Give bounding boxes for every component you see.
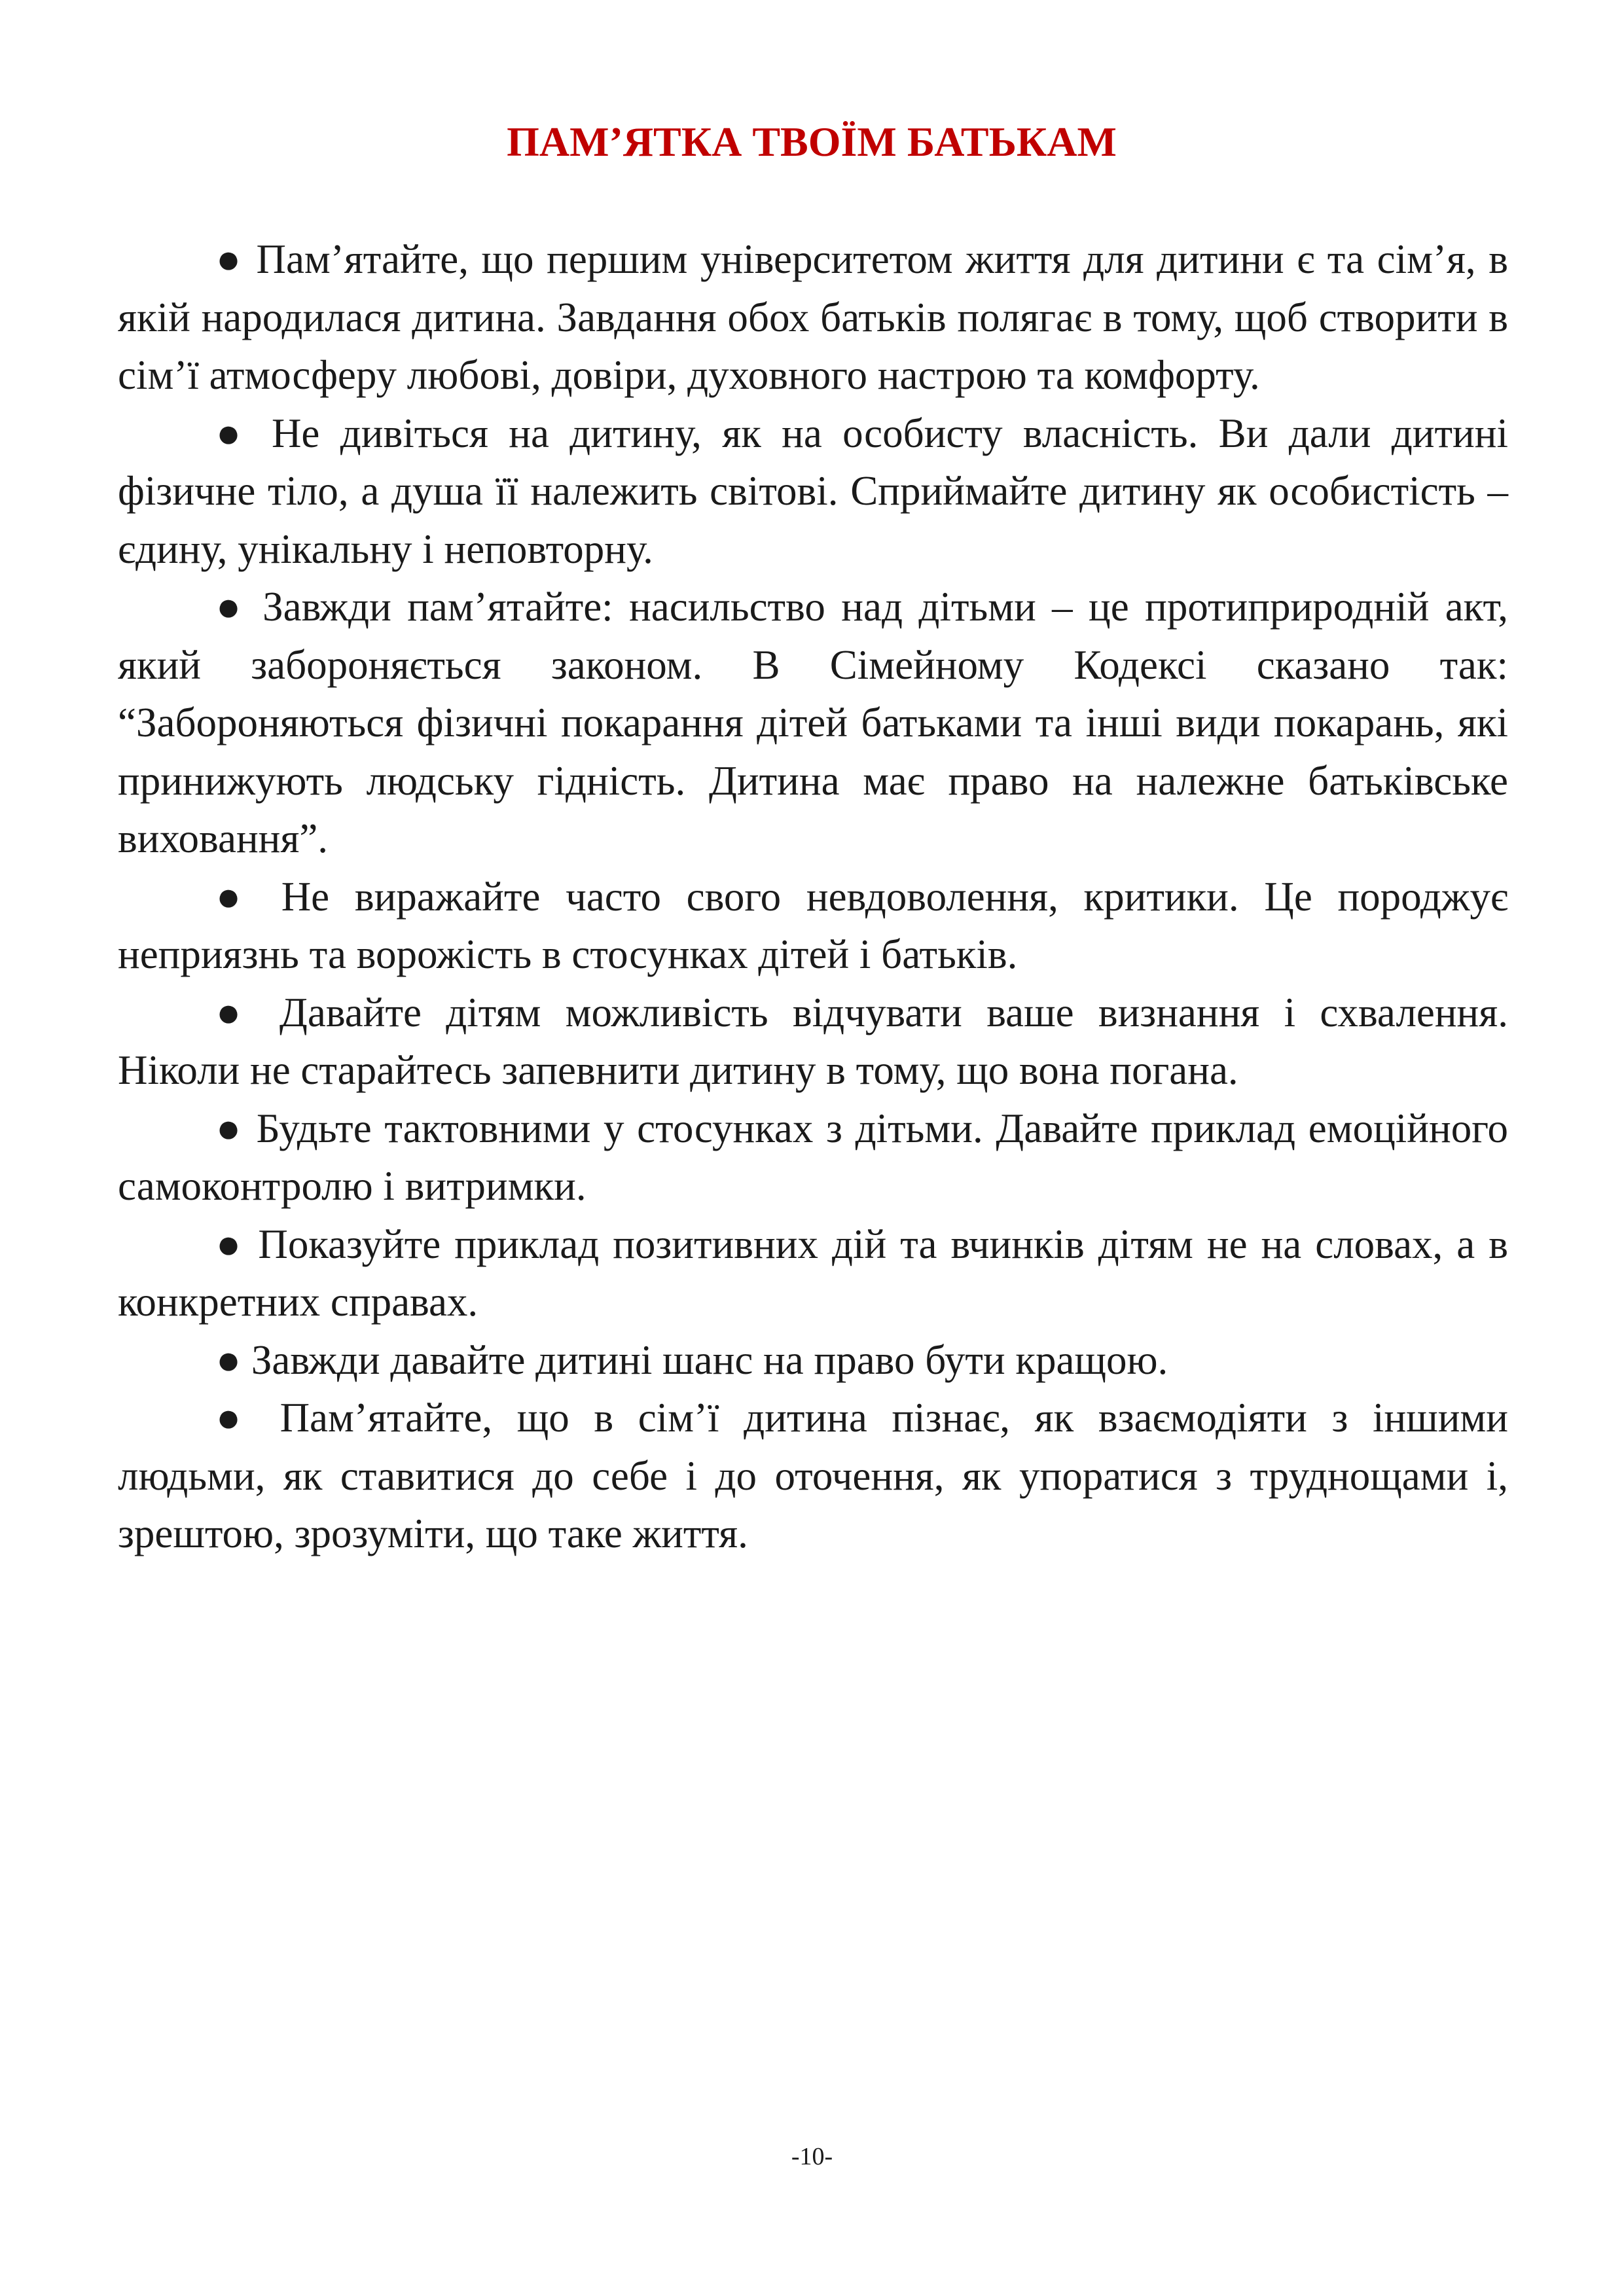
bullet-icon: ● — [216, 1221, 245, 1267]
bullet-icon: ● — [216, 1395, 255, 1441]
memo-paragraph-9 — [118, 1389, 1508, 1563]
memo-paragraph-text: Не дивіться на дитину, як на особисту власність. Ви дали дитині фізичне тіло, а душа її належить світові. Сприймайте дитину як особистість – єдину, унікальну і неповторну. — [118, 410, 1508, 572]
memo-paragraph-5 — [118, 984, 1508, 1100]
memo-paragraph-text: Показуйте приклад позитивних дій та вчинків дітям не на словах, а в конкретних справах. — [118, 1221, 1509, 1325]
memo-paragraph-2 — [118, 404, 1508, 579]
memo-paragraph-7 — [118, 1215, 1508, 1331]
memo-paragraph-text: Завжди пам’ятайте: насильство над дітьми – це протиприродній акт, який забороняється законом. В Сімейному Кодексі сказано так: “Забороняються фізичні покарання дітей батьками та інші види покарань, які принижують людську гідність. Дитина має право на належне батьківське виховання”. — [118, 584, 1509, 861]
bullet-icon: ● — [216, 989, 255, 1035]
bullet-icon: ● — [216, 1105, 244, 1151]
bullet-icon: ● — [216, 873, 256, 920]
memo-paragraph-6 — [118, 1100, 1508, 1215]
memo-body — [118, 230, 1508, 1563]
memo-paragraph-text: Не виражайте часто свого невдоволення, критики. Це породжує неприязнь та ворожість в стосунках дітей і батьків. — [118, 873, 1508, 977]
memo-paragraph-text: Пам’ятайте, що в сім’ї дитина пізнає, як взаємодіяти з іншими людьми, як ставитися до себе і до оточення, як упоратися з труднощами і, зрештою, зрозуміти, що таке життя. — [118, 1395, 1508, 1556]
memo-paragraph-text: Пам’ятайте, що першим університетом життя для дитини є та сім’я, в якій народилася дитина. Завдання обох батьків полягає в тому, щоб створити в сім’ї атмосферу любові, довіри, духовного настрою та комфорту. — [118, 236, 1508, 398]
memo-paragraph-4 — [118, 868, 1508, 984]
memo-paragraph-text: Будьте тактовними у стосунках з дітьми. Давайте приклад емоційного самоконтролю і витримки. — [118, 1105, 1508, 1209]
memo-paragraph-text: Давайте дітям можливість відчувати ваше визнання і схвалення. Ніколи не старайтесь запевнити дитину в тому, що вона погана. — [118, 989, 1508, 1093]
memo-paragraph-3 — [118, 578, 1508, 868]
memo-paragraph-1 — [118, 230, 1508, 404]
bullet-icon: ● — [216, 410, 251, 456]
memo-paragraph-text: Завжди давайте дитині шанс на право бути кращою. — [251, 1336, 1168, 1383]
page-title: ПАМ’ЯТКА ТВОЇМ БАТЬКАМ — [507, 118, 1117, 165]
page-number: -10- — [791, 2143, 833, 2170]
bullet-icon: ● — [216, 1336, 242, 1383]
memo-paragraph-8 — [118, 1331, 1508, 1390]
bullet-icon: ● — [216, 236, 244, 282]
bullet-icon: ● — [216, 584, 247, 630]
